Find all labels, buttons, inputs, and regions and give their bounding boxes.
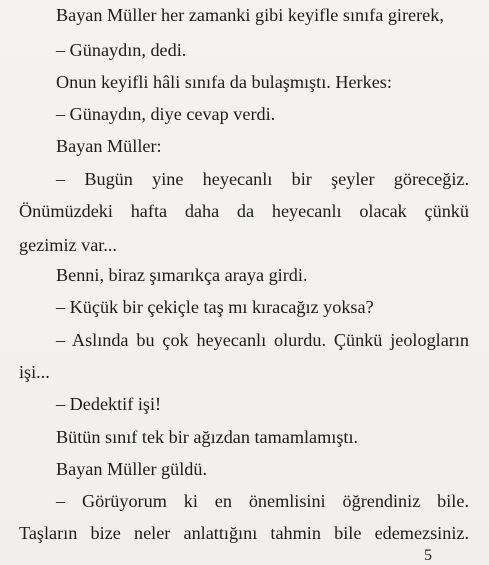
text-line: – Günaydın, dedi. [56, 40, 187, 60]
text-line: – Aslında bu çok heyecanlı olurdu. Çünkü jeologların [56, 330, 469, 350]
text-line: – Dedektif işi! [56, 394, 162, 414]
text-line: Bütün sınıf tek bir ağızdan tamamlamıştı. [56, 427, 359, 447]
text-line: Bayan Müller: [56, 136, 162, 156]
page-number: 5 [424, 547, 432, 564]
text-line: Onun keyifli hâli sınıfa da bulaşmıştı. Herkes: [56, 72, 392, 92]
text-line: Taşların bize neler anlattığını tahmin bile edemezsiniz. [19, 523, 469, 543]
text-line: işi... [19, 362, 50, 382]
text-line: – Görüyorum ki en önemlisini öğrendiniz bile. [56, 491, 469, 511]
text-line: Benni, biraz şımarıkça araya girdi. [56, 265, 308, 285]
text-line: Önümüzdeki hafta daha da heyecanlı olacak çünkü [19, 201, 469, 221]
text-line: Bayan Müller her zamanki gibi keyifle sınıfa girerek, [56, 5, 444, 25]
text-line: – Bugün yine heyecanlı bir şeyler göreceğiz. [56, 169, 469, 189]
text-line: – Günaydın, diye cevap verdi. [56, 104, 276, 124]
text-line: Bayan Müller güldü. [56, 459, 208, 479]
text-line: – Küçük bir çekiçle taş mı kıracağız yoksa? [56, 297, 374, 317]
text-line: gezimiz var... [19, 235, 117, 255]
